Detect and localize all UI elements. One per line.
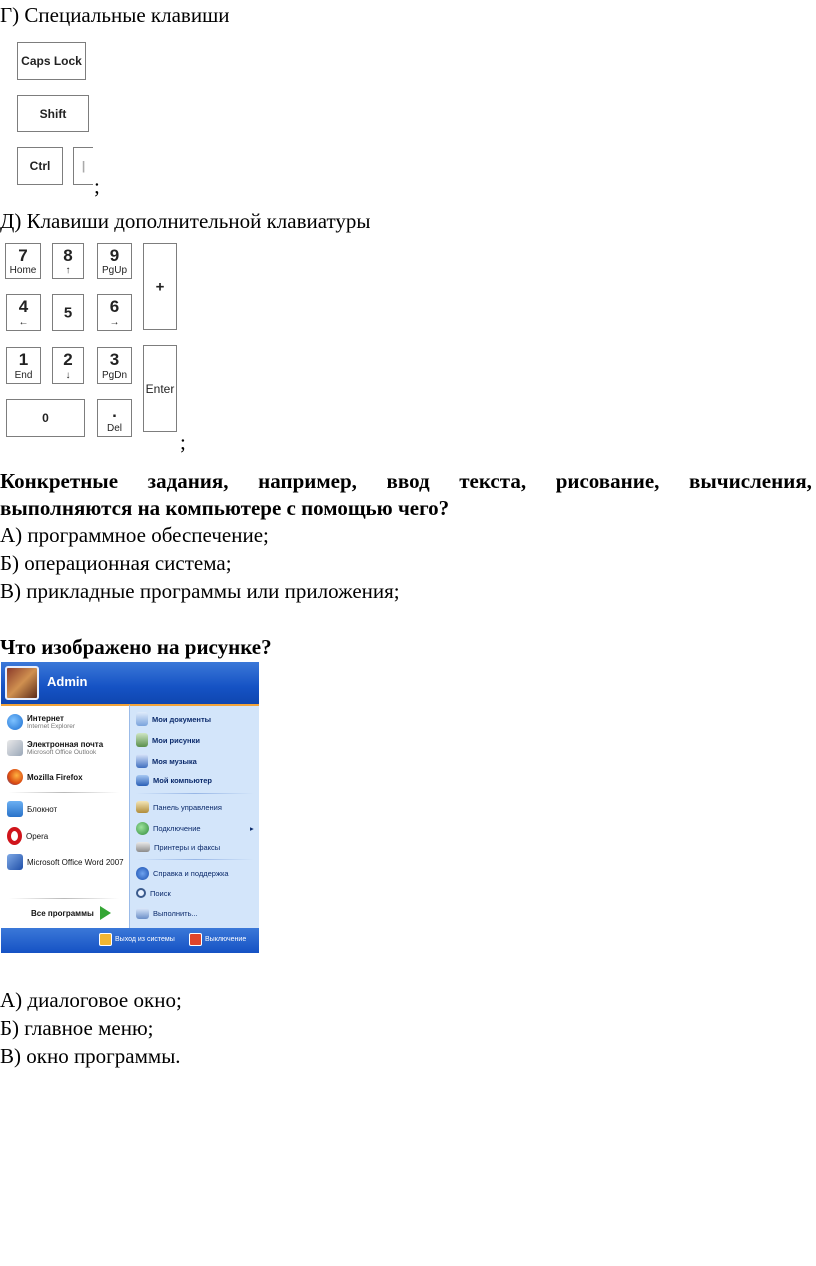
all-programs-button: Все программы — [31, 906, 111, 920]
pictures-icon — [136, 733, 148, 747]
menu-item-control-panel: Панель управления — [136, 801, 222, 813]
power-icon — [189, 933, 202, 946]
question2-option-a: А) диалоговое окно; — [0, 988, 182, 1012]
menu-item-search: Поиск — [136, 888, 171, 898]
numpad-8-key: 8 ↑ — [52, 243, 84, 279]
numpad-enter-key: Enter — [143, 345, 177, 432]
menu-item-internet: Интернет Internet Explorer — [7, 714, 75, 730]
computer-icon — [136, 775, 149, 786]
start-menu-image — [1, 662, 259, 953]
network-icon — [136, 822, 149, 835]
start-menu-header — [1, 662, 259, 704]
word-icon — [7, 854, 23, 870]
question2-text: Что изображено на рисунке? — [0, 635, 272, 659]
documents-icon — [136, 712, 148, 726]
start-menu-right-pane — [129, 704, 259, 928]
menu-item-help: Справка и поддержка — [136, 867, 229, 880]
section-g-semicolon: ; — [94, 174, 100, 198]
menu-item-my-documents: Мои документы — [136, 712, 211, 726]
right-separator-2 — [136, 859, 254, 860]
printer-icon — [136, 842, 150, 852]
menu-item-run: Выполнить... — [136, 908, 198, 919]
numpad-7-key: 7 Home — [5, 243, 41, 279]
left-separator — [9, 792, 119, 793]
user-name: Admin — [47, 674, 88, 689]
firefox-icon — [7, 769, 23, 785]
section-d-semicolon: ; — [180, 430, 186, 454]
numpad-0-key: 0 — [6, 399, 85, 437]
music-icon — [136, 754, 148, 768]
question2-option-c: В) окно программы. — [0, 1044, 181, 1068]
menu-item-connect: Подключение ▸ — [136, 822, 201, 835]
menu-item-email: Электронная почта Microsoft Office Outlook — [7, 740, 103, 756]
menu-item-my-music: Моя музыка — [136, 754, 197, 768]
question1-line1: Конкретные задания, например, ввод текста, рисование, вычисления, — [0, 469, 812, 493]
menu-item-word: Microsoft Office Word 2007 — [7, 854, 124, 870]
numpad-2-key: 2 ↓ — [52, 347, 84, 384]
question1-option-b: Б) операционная система; — [0, 551, 232, 575]
right-separator — [136, 793, 254, 794]
start-menu-left-pane — [1, 704, 129, 928]
menu-item-notepad: Блокнот — [7, 801, 57, 817]
left-separator-bottom — [9, 898, 119, 899]
ie-icon — [7, 714, 23, 730]
mail-icon — [7, 740, 23, 756]
numpad-5-key: 5 — [52, 294, 84, 331]
shutdown-button: Выключение — [189, 933, 246, 946]
run-icon — [136, 908, 149, 919]
numpad-plus-key: + — [143, 243, 177, 330]
notepad-icon — [7, 801, 23, 817]
numpad-del-key: . Del — [97, 399, 132, 437]
numpad-4-key: 4 ← — [6, 294, 41, 331]
search-icon — [136, 888, 146, 898]
numpad-9-key: 9 PgUp — [97, 243, 132, 279]
question2-option-b: Б) главное меню; — [0, 1016, 154, 1040]
shift-key: Shift — [17, 95, 89, 132]
menu-item-opera: Opera — [7, 827, 48, 845]
opera-icon — [7, 827, 22, 845]
logoff-button: Выход из системы — [99, 933, 175, 946]
section-d-heading: Д) Клавиши дополнительной клавиатуры — [0, 209, 371, 233]
menu-item-firefox: Mozilla Firefox — [7, 769, 83, 785]
user-avatar — [5, 666, 39, 700]
caps-lock-key: Caps Lock — [17, 42, 86, 80]
submenu-arrow-icon: ▸ — [250, 824, 254, 833]
green-arrow-icon — [100, 906, 111, 920]
section-g-heading: Г) Специальные клавиши — [0, 3, 230, 27]
question1-line2: выполняются на компьютере с помощью чего? — [0, 496, 450, 520]
numpad-1-key: 1 End — [6, 347, 41, 384]
numpad-6-key: 6 → — [97, 294, 132, 331]
partial-key: | — [73, 147, 93, 185]
menu-item-my-pictures: Мои рисунки — [136, 733, 200, 747]
control-panel-icon — [136, 801, 149, 813]
help-icon — [136, 867, 149, 880]
menu-item-printers: Принтеры и факсы — [136, 842, 220, 852]
start-menu-footer — [1, 928, 259, 953]
question1-option-a: А) программное обеспечение; — [0, 523, 269, 547]
logoff-icon — [99, 933, 112, 946]
menu-item-my-computer: Мой компьютер — [136, 775, 212, 786]
numpad-3-key: 3 PgDn — [97, 347, 132, 384]
question1-option-c: В) прикладные программы или приложения; — [0, 579, 400, 603]
ctrl-key: Ctrl — [17, 147, 63, 185]
